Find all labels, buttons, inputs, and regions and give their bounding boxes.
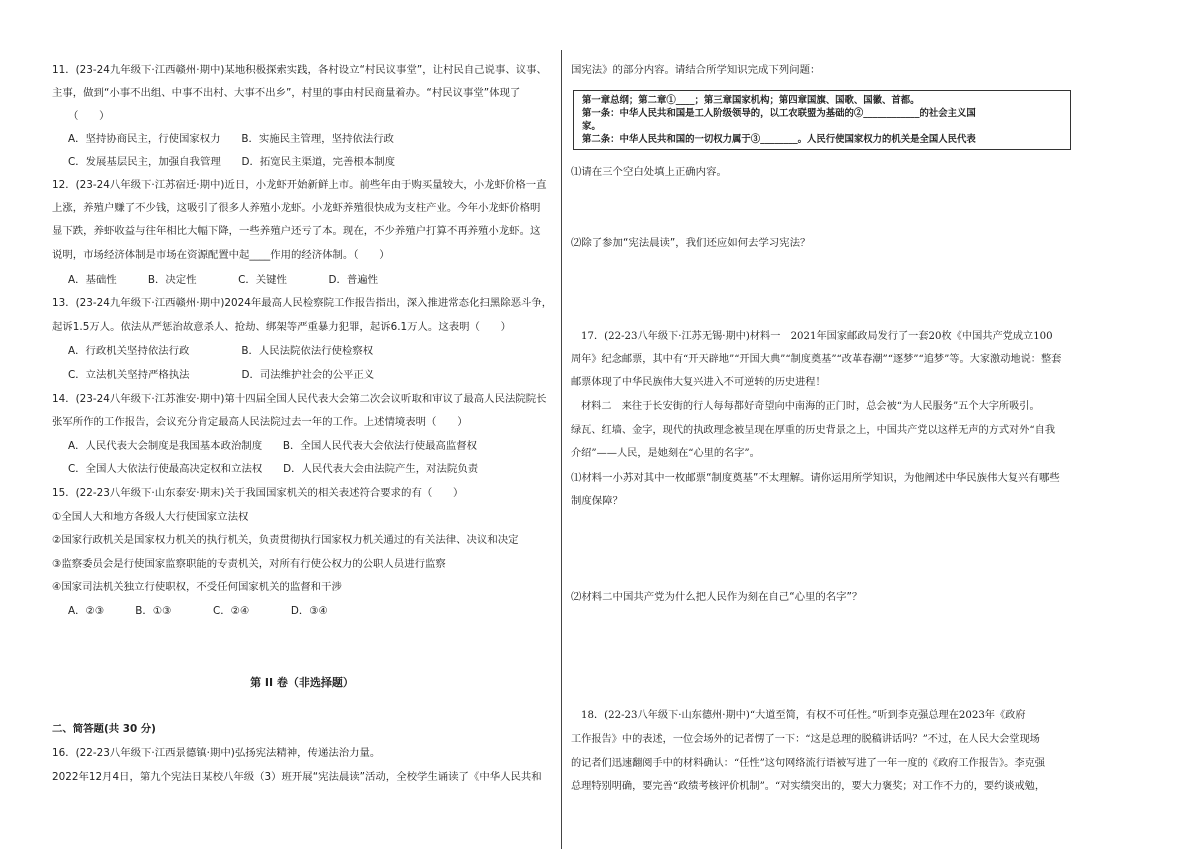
q18-stem-line3: 的记者们迅速翻阅手中的材料确认：“任性”这句网络流行语被写进了一年一度的《政府工作报告》。李克强 [571, 758, 1045, 769]
excerpt-line3: 家。 [582, 121, 601, 132]
q11-options-ab: A．坚持协商民主，行使国家权力 B．实施民主管理，坚持依法行政 [68, 133, 394, 145]
column-divider [561, 50, 562, 849]
q14-options-ab: A．人民代表大会制度是我国基本政治制度 B．全国人民代表大会依法行使最高监督权 [68, 440, 478, 452]
q14-options-cd: C．全国人大依法行使最高决定权和立法权 D．人民代表大会由法院产生，对法院负责 [68, 463, 479, 475]
q15-statement-2: ②国家行政机关是国家权力机关的执行机关，负责贯彻执行国家权力机关通过的有关法律、决议和决定 [52, 534, 519, 546]
q12-options: A．基础性 B．决定性 C．关键性 D．普遍性 [68, 274, 379, 286]
q11-options-cd: C．发展基层民主，加强自我管理 D．拓宽民主渠道，完善根本制度 [68, 156, 395, 168]
q11-stem-line1: 11．(23-24九年级下·江西赣州·期中)某地积极探索实践，各村设立“村民议事堂”，让村民自己说事、议事、 [52, 64, 547, 76]
q17-subq1-line1: ⑴材料一小苏对其中一枚邮票“制度奠基”不太理解。请你运用所学知识，为他阐述中华民族伟大复兴有哪些 [571, 472, 1060, 484]
q17-material1-line1: 17．(22-23八年级下·江苏无锡·期中)材料一 2021年国家邮政局发行了一套20枚《中国共产党成立100 [581, 331, 1053, 342]
q12-stem-line4: 说明，市场经济体制是市场在资源配置中起____作用的经济体制。（ ） [52, 249, 390, 261]
q13-stem-line1: 13．(23-24九年级下·江西赣州·期中)2024年最高人民检察院工作报告指出，深入推进常态化扫黑除恶斗争， [52, 297, 553, 309]
q13-stem-line2: 起诉1.5万人。依法从严惩治故意杀人、抢劫、绑架等严重暴力犯罪，起诉6.1万人。这表明（ ） [52, 321, 512, 333]
constitution-excerpt-box [573, 90, 1071, 150]
q12-stem-line3: 显下跌，养虾收益与往年相比大幅下降，一些养殖户还亏了本。现在，不少养殖户打算不再养殖小龙虾。这 [52, 225, 541, 237]
q15-statement-4: ④国家司法机关独立行使职权，不受任何国家机关的监督和干涉 [52, 581, 342, 593]
q18-stem-line4: 总理特别明确，要完善“政绩考核评价机制”。“对实绩突出的，要大力褒奖；对工作不力的，要约谈戒勉， [571, 781, 1046, 792]
q13-options-ab: A．行政机关坚持依法行政 B．人民法院依法行使检察权 [68, 345, 374, 357]
q17-material1-line2: 周年》纪念邮票，其中有“开天辟地”“开国大典”“制度奠基”“改革春潮”“逐梦”“追梦”等。大家激动地说：整套 [571, 354, 1062, 365]
q12-stem-line2: 上涨，养殖户赚了不少钱，这吸引了很多人养殖小龙虾。小龙虾养殖很快成为支柱产业。今年小龙虾价格明 [52, 202, 541, 214]
excerpt-line4: 第二条：中华人民共和国的一切权力属于③________。人民行使国家权力的机关是全国人民代表 [582, 134, 976, 145]
q11-stem-line2: 主事，做到“小事不出组、中事不出村、大事不出乡”，村里的事由村民商量着办。“村民议事堂”体现了 [52, 87, 521, 99]
q18-stem-line1: 18．(22-23八年级下·山东德州·期中)“大道至简，有权不可任性。”听到李克强总理在2023年《政府 [581, 710, 1026, 721]
q16-subq2: ⑵除了参加“宪法晨读”，我们还应如何去学习宪法？ [571, 237, 811, 249]
q15-statement-1: ①全国人大和地方各级人大行使国家立法权 [52, 511, 249, 523]
q16-stem-continued: 国宪法》的部分内容。请结合所学知识完成下列问题： [571, 64, 821, 76]
q17-material1-line3: 邮票体现了中华民族伟大复兴进入不可逆转的历史进程！ [571, 377, 826, 388]
excerpt-line1: 第一章总纲；第二章①____；第三章国家机构；第四章国旗、国歌、国徽、首都。 [582, 95, 920, 106]
q17-material2-line1: 材料二 来往于长安街的行人每每都好奇望向中南海的正门时，总会被“为人民服务”五个大字所吸引。 [581, 401, 1040, 412]
q17-material2-line2: 绿瓦、红墙、金字，现代的执政理念被呈现在厚重的历史背景之上，中国共产党以这样无声的方式对外“自我 [571, 425, 1056, 436]
q15-options: A．②③ B．①③ C．②④ D．③④ [68, 605, 328, 617]
q16-subq1: ⑴请在三个空白处填上正确内容。 [571, 166, 727, 178]
q18-stem-line2: 工作报告》中的表述，一位会场外的记者愣了一下：“这是总理的脱稿讲话吗？”不过，在人民大会堂现场 [571, 734, 1040, 745]
q15-stem: 15．(22-23八年级下·山东泰安·期末)关于我国国家机关的相关表述符合要求的有（ ） [52, 487, 464, 499]
right-column [571, 0, 1083, 849]
q17-subq2: ⑵材料二中国共产党为什么把人民作为刻在自己“心里的名字”？ [571, 591, 863, 603]
part2-title: 第 II 卷（非选择题） [250, 676, 354, 689]
left-column [52, 0, 552, 849]
q14-stem-line2: 张军所作的工作报告，会议充分肯定最高人民法院过去一年的工作。上述情境表明（ ） [52, 416, 468, 428]
q13-options-cd: C．立法机关坚持严格执法 D．司法维护社会的公平正义 [68, 369, 375, 381]
section2-heading: 二、简答题(共 30 分) [52, 723, 156, 735]
q14-stem-line1: 14．(23-24八年级下·江苏淮安·期中)第十四届全国人民代表大会第二次会议听取和审议了最高人民法院院长 [52, 393, 547, 405]
q17-subq1-line2: 制度保障？ [571, 495, 623, 507]
q16-stem-line2: 2022年12月4日，第九个宪法日某校八年级（3）班开展“宪法晨读”活动，全校学生诵读了《中华人民共和 [52, 771, 542, 783]
excerpt-line2: 第一条：中华人民共和国是工人阶级领导的，以工农联盟为基础的②____________的社会主义国 [582, 108, 976, 119]
q12-stem-line1: 12．(23-24八年级下·江苏宿迁·期中)近日，小龙虾开始新鲜上市。前些年由于购买量较大，小龙虾价格一直 [52, 179, 547, 191]
q11-answer-paren: （ ） [68, 110, 110, 122]
q17-material2-line3: 介绍”——人民，是她刻在“心里的名字”。 [571, 448, 760, 459]
q15-statement-3: ③监察委员会是行使国家监察职能的专责机关，对所有行使公权力的公职人员进行监察 [52, 558, 446, 570]
q16-stem-line1: 16．(22-23八年级下·江西景德镇·期中)弘扬宪法精神，传递法治力量。 [52, 747, 381, 759]
